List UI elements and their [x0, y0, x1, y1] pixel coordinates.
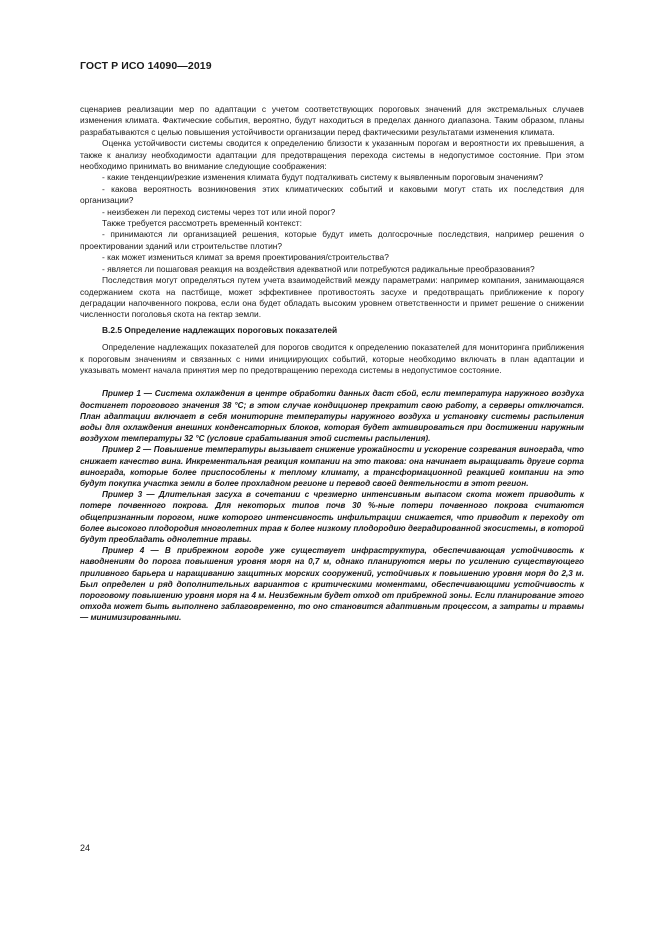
example-1: Пример 1 — Система охлаждения в центре обработки данных даст сбой, если температура наружного воздуха достигнет порогового значения 38 °С; в этом случае кондиционер прекратит свою работу, а серверы отключатся. План адаптации включает в себя мониторинг температуры наружного воздуха и установку системы распыления воды для охлаждения внешних конденсаторных блоков, которая будет активироваться при достижении наружным воздухом температуры 32 °С (условие срабатывания этой системы распыления).	[80, 389, 584, 444]
list-item: - неизбежен ли переход системы через тот или иной порог?	[102, 206, 336, 217]
list-item: - какие тенденции/резкие изменения климата будут подталкивать систему к выявленным пороговым значениям?	[102, 172, 543, 183]
section-body: Определение надлежащих показателей для порогов сводится к определению показателей для мониторинга приближения к пороговым значениям и связанных с ними инициирующих событий, которые необходимо включать в план адаптации и указывать момент начала принятия мер по предотвращению перехода системы в недопустимое состояние.	[80, 342, 584, 375]
section-heading: B.2.5 Определение надлежащих пороговых показателей	[102, 324, 338, 335]
paragraph-consequences: Последствия могут определяться путем учета взаимодействий между параметрами: например компания, занимающаяся содержанием скота на пастбище, может эффективнее противостоять засухе и предотвращать приближение к порогу деградации напочвенного покрова, если она будет обладать высоким уровнем ответственности и примет решение о снижении численности поголовья скота на гектар земли.	[80, 275, 584, 320]
paragraph-time-context: Также требуется рассмотреть временный контекст:	[102, 218, 302, 229]
list-item: - как может измениться климат за время проектирования/строительства?	[102, 252, 389, 263]
page-number: 24	[80, 843, 91, 853]
paragraph-resilience-assessment: Оценка устойчивости системы сводится к определению близости к указанным порогам и вероятности их превышения, а также к анализу необходимости адаптации для предотвращения перехода системы в недопустимое состояние. При этом необходимо принимать во внимание следующие соображения:	[80, 138, 584, 172]
paragraph-continuation: сценариев реализации мер по адаптации с учетом соответствующих пороговых значений для экстремальных случаев изменения климата. Фактические события, вероятно, будут находиться в пределах данного диапазона. Таким образом, планы разрабатываются с целью повышения устойчивости организации перед фактическими результатами изменения климата.	[80, 104, 584, 137]
page-content	[80, 104, 584, 624]
list-item: - принимаются ли организацией решения, которые будут иметь долгосрочные последствия, например решения о проектировании зданий или строительстве плотин?	[80, 229, 584, 251]
example-4: Пример 4 — В прибрежном городе уже существует инфраструктура, обеспечивающая устойчивость к наводнениям до порога повышения уровня моря на 0,7 м, однако планируются меры по усилению существующего приливного барьера и наращиванию защитных морских сооружений, устойчивых к повышению уровня моря до 2,3 м. Был определен и ряд дополнительных вариантов с критическими моментами, обеспечивающими устойчивость к пороговому повышению уровня моря на 4 м. Неизбежным будет отход от прибрежной зоны. Если планирование этого отхода может быть выполнено заблаговременно, то оно становится адаптивным процессом, а затраты и травмы — минимизированными.	[80, 546, 584, 623]
example-3: Пример 3 — Длительная засуха в сочетании с чрезмерно интенсивным выпасом скота может приводить к потере почвенного покрова. Для некоторых типов почв 30 %-ные потери почвенного покрова считаются общепризнанным порогом, ниже которого интенсивность инфильтрации снижается, что приводит к переходу от более высокого плодородия многолетних трав к более низкому плодородию деградированной экосистемы, в которой будут преобладать однолетние травы.	[80, 490, 584, 544]
document-header: ГОСТ Р ИСО 14090—2019	[80, 60, 212, 72]
list-item: - какова вероятность возникновения этих климатических событий и каковыми могут стать их последствия для организации?	[80, 183, 584, 206]
examples-block	[80, 388, 584, 623]
list-item: - является ли пошаговая реакция на воздействия адекватной или потребуются радикальные преобразования?	[102, 263, 535, 274]
example-2: Пример 2 — Повышение температуры вызывает снижение урожайности и ускорение созревания винограда, что снижает качество вина. Инкрементальная реакция компании на это такова: она начинает выращивать другие сорта винограда, которые более приспособлены к теплому климату, а трансформационной реакцией компании на это будут покупка участка земли в более прохладном регионе и перевод своей деятельности в этот регион.	[80, 445, 584, 488]
